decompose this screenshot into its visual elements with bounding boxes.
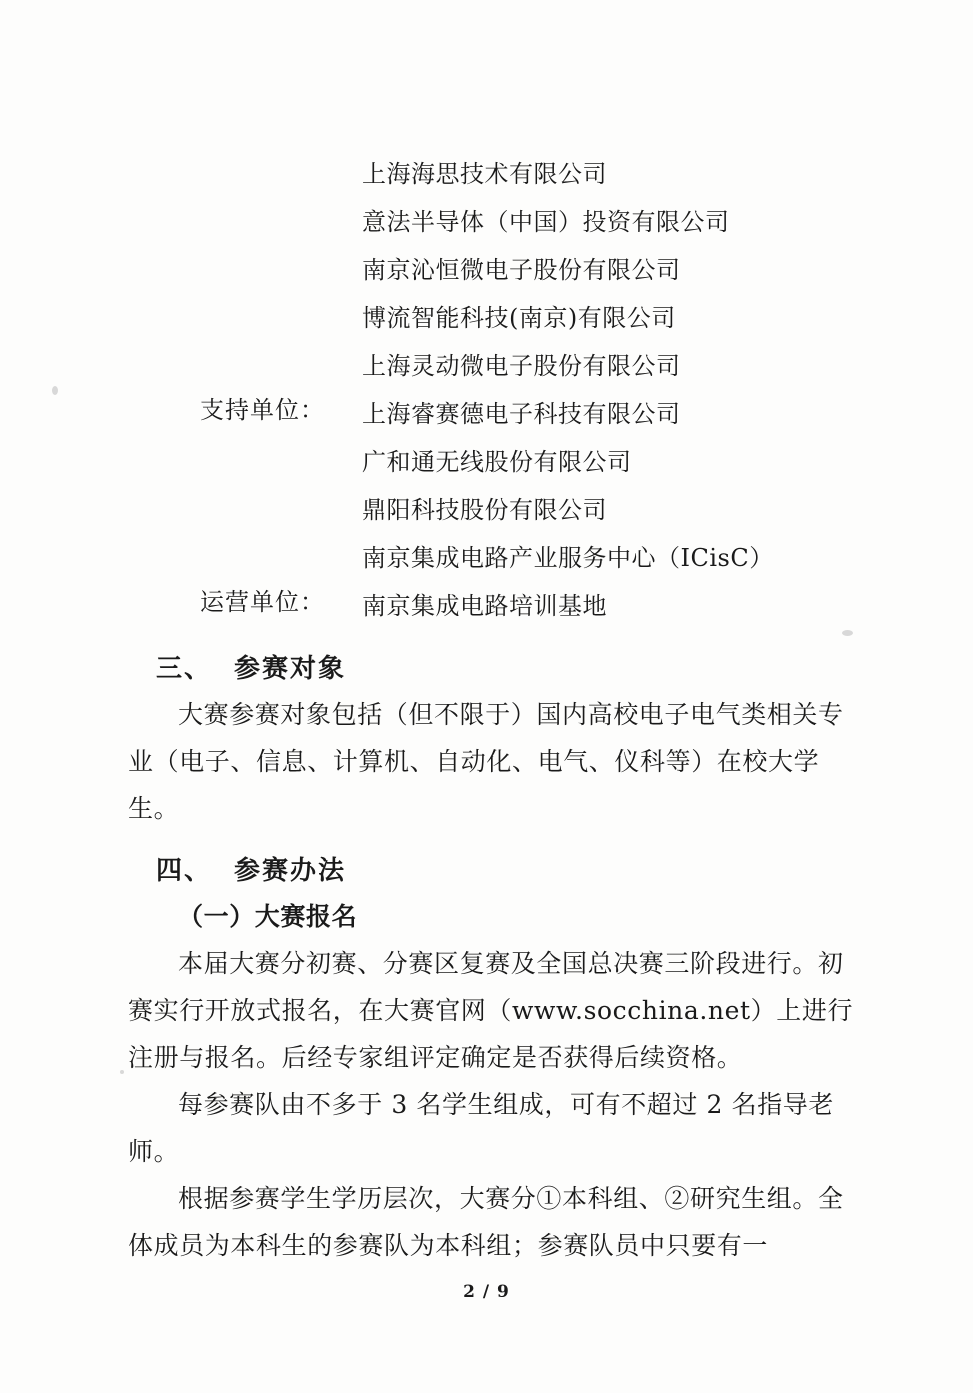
section-number: 四、 xyxy=(156,856,213,886)
paragraph: 大赛参赛对象包括（但不限于）国内高校电子电气类相关专业（电子、信息、计算机、自动化、电气、仪科等）在校大学生。 xyxy=(128,700,844,823)
paragraph: 本届大赛分初赛、分赛区复赛及全国总决赛三阶段进行。初赛实行开放式报名，在大赛官网（www.socchina.net）上进行注册与报名。后经专家组评定确定是否获得后续资格。 xyxy=(128,949,854,1072)
section-heading-3 xyxy=(156,648,858,685)
section-heading-4 xyxy=(156,850,858,887)
organizations-block xyxy=(128,150,858,630)
paragraph: 每参赛队由不多于 3 名学生组成，可有不超过 2 名指导老师。 xyxy=(128,1090,835,1166)
page-number: 2 / 9 xyxy=(463,1282,510,1302)
support-unit-list xyxy=(362,150,858,582)
list-item: 意法半导体（中国）投资有限公司 xyxy=(362,208,730,236)
document-body xyxy=(128,150,858,1269)
subsection-heading: （一）大赛报名 xyxy=(178,902,358,931)
list-item: 上海睿赛德电子科技有限公司 xyxy=(362,400,681,428)
list-item: 博流智能科技(南京)有限公司 xyxy=(362,304,676,332)
section-title: 参赛对象 xyxy=(234,654,347,684)
list-item: 上海灵动微电子股份有限公司 xyxy=(362,352,681,380)
list-item: 鼎阳科技股份有限公司 xyxy=(362,496,607,524)
paragraph: 根据参赛学生学历层次，大赛分①本科组、②研究生组。全体成员为本科生的参赛队为本科组；参赛队员中只要有一 xyxy=(128,1184,844,1260)
list-item: 南京沁恒微电子股份有限公司 xyxy=(362,256,681,284)
scan-artifact xyxy=(120,1070,124,1074)
operation-unit-value: 南京集成电路培训基地 xyxy=(362,592,607,620)
scan-artifact xyxy=(52,386,58,395)
list-item: 上海海思技术有限公司 xyxy=(362,160,607,188)
section-number: 三、 xyxy=(156,654,213,684)
list-item: 广和通无线股份有限公司 xyxy=(362,448,632,476)
operation-unit-label: 运营单位： xyxy=(200,588,325,616)
list-item: 南京集成电路产业服务中心（ICisC） xyxy=(362,544,774,572)
section-title: 参赛办法 xyxy=(234,856,347,886)
support-unit-label: 支持单位： xyxy=(200,396,325,424)
